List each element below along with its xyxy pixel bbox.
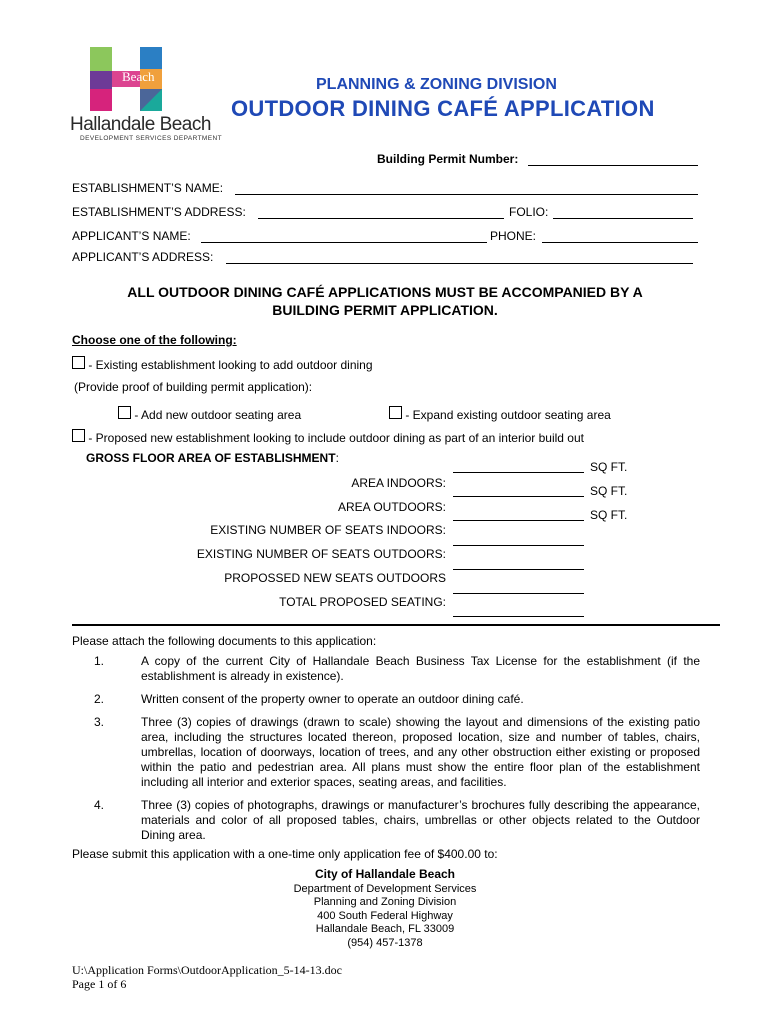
phone-label: PHONE: (490, 229, 537, 243)
building-permit-field[interactable] (528, 165, 698, 166)
choice-existing-label: - Existing establishment looking to add outdoor dining (88, 358, 373, 372)
choice-proposed-label: - Proposed new establishment looking to include outdoor dining as part of an interior build out (88, 431, 584, 445)
city-state-zip: Hallandale Beach, FL 33009 (315, 923, 455, 935)
establishment-address-field[interactable] (258, 218, 504, 219)
permit-notice (72, 283, 698, 319)
phone-number: (954) 457-1378 (347, 937, 423, 949)
choice-add-new (118, 406, 301, 423)
existing-checkbox[interactable] (72, 356, 85, 369)
page-title: OUTDOOR DINING CAFÉ APPLICATION (231, 96, 655, 121)
division-title: PLANNING & ZONING DIVISION (316, 76, 557, 93)
total-proposed-seating-field[interactable] (453, 616, 584, 617)
establishment-name-label: ESTABLISHMENT’S NAME: (72, 181, 224, 195)
total-proposed-seating-label: TOTAL PROPOSED SEATING: (279, 595, 446, 609)
choices-heading: Choose one of the following: (72, 333, 237, 347)
establishment-name-field[interactable] (235, 194, 698, 195)
list-item-number: 3. (94, 715, 105, 729)
permit-notice-line2: BUILDING PERMIT APPLICATION. (272, 302, 498, 318)
logo-department: DEVELOPMENT SERVICES DEPARTMENT (80, 135, 222, 142)
fee-note: Please submit this application with a one-time only application fee of $400.00 to: (72, 847, 498, 861)
applicant-address-label: APPLICANT’S ADDRESS: (72, 250, 214, 264)
page-number: Page 1 of 6 (72, 977, 127, 991)
choice-proposed (72, 429, 584, 446)
documents-list (72, 654, 700, 851)
list-item-number: 1. (94, 654, 105, 668)
list-item (72, 798, 700, 843)
documents-intro: Please attach the following documents to this application: (72, 634, 377, 648)
street-address: 400 South Federal Highway (317, 910, 453, 922)
applicant-name-label: APPLICANT’S NAME: (72, 229, 191, 243)
proposed-new-seats-field[interactable] (453, 593, 584, 594)
expand-checkbox[interactable] (389, 406, 402, 419)
choice-existing (72, 356, 373, 373)
choice-expand-label: - Expand existing outdoor seating area (405, 408, 611, 422)
list-item-text: A copy of the current City of Hallandale Beach Business Tax License for the establishment (if the establishment is already in existence). (141, 654, 700, 683)
gross-area-colon: : (335, 451, 339, 465)
area-indoors-field[interactable] (453, 496, 584, 497)
folio-field[interactable] (553, 218, 693, 219)
existing-seats-outdoors-label: EXISTING NUMBER OF SEATS OUTDOORS: (196, 547, 446, 561)
gross-area-heading-text: GROSS FLOOR AREA OF ESTABLISHMENT (86, 451, 336, 465)
choice-expand (389, 406, 611, 423)
section-divider (72, 624, 720, 626)
city-name: City of Hallandale Beach (314, 867, 456, 881)
sqft-unit-3: SQ FT. (590, 508, 628, 522)
gross-area-field[interactable] (453, 472, 584, 473)
proposed-new-seats-label: PROPOSSED NEW SEATS OUTDOORS (224, 571, 446, 585)
list-item-text: Three (3) copies of drawings (drawn to scale) showing the layout and dimensions of the existing patio area, including the structures located thereon, proposed location, size and number of tables, chairs, umbrellas, location of doorways, location of trees, and any other obstruction either existing or proposed within the patio and pedestrian area. All plans must show the entire floor plan of the establishment including all interior and exterior spaces, seating areas, and facilities. (141, 715, 700, 789)
applicant-address-field[interactable] (226, 263, 693, 264)
existing-seats-outdoors-field[interactable] (453, 569, 584, 570)
sqft-unit-2: SQ FT. (590, 484, 628, 498)
building-permit-label: Building Permit Number: (377, 152, 519, 166)
list-item-number: 4. (94, 798, 105, 812)
existing-seats-indoors-label: EXISTING NUMBER OF SEATS INDOORS: (210, 523, 446, 537)
list-item (72, 692, 700, 707)
applicant-name-field[interactable] (201, 242, 487, 243)
permit-notice-line1: ALL OUTDOOR DINING CAFÉ APPLICATIONS MUST BE ACCOMPANIED BY A (127, 284, 643, 300)
list-item-number: 2. (94, 692, 105, 706)
gross-area-heading (86, 451, 339, 466)
dept-name: Department of Development Services (293, 883, 477, 895)
phone-field[interactable] (542, 242, 698, 243)
proof-note: (Provide proof of building permit application): (74, 380, 313, 394)
division-name: Planning and Zoning Division (313, 896, 457, 908)
sqft-unit-1: SQ FT. (590, 460, 628, 474)
file-path: U:\Application Forms\OutdoorApplication_5-14-13.doc (72, 963, 342, 977)
add-new-checkbox[interactable] (118, 406, 131, 419)
logo-name: Hallandale Beach (70, 114, 211, 135)
list-item (72, 715, 700, 790)
establishment-address-label: ESTABLISHMENT’S ADDRESS: (72, 205, 246, 219)
area-indoors-label: AREA INDOORS: (351, 476, 446, 490)
folio-label: FOLIO: (509, 205, 549, 219)
choice-add-new-label: - Add new outdoor seating area (134, 408, 302, 422)
proposed-checkbox[interactable] (72, 429, 85, 442)
logo-beach-text: Beach (122, 69, 155, 84)
list-item-text: Three (3) copies of photographs, drawings or manufacturer’s brochures fully describing the appearance, materials and color of all proposed tables, chairs, umbrellas or other objects related to the Outdoor Dining area. (141, 798, 700, 842)
area-outdoors-field[interactable] (453, 520, 584, 521)
list-item (72, 654, 700, 684)
area-outdoors-label: AREA OUTDOORS: (337, 500, 446, 514)
existing-seats-indoors-field[interactable] (453, 545, 584, 546)
list-item-text: Written consent of the property owner to operate an outdoor dining café. (141, 692, 524, 706)
